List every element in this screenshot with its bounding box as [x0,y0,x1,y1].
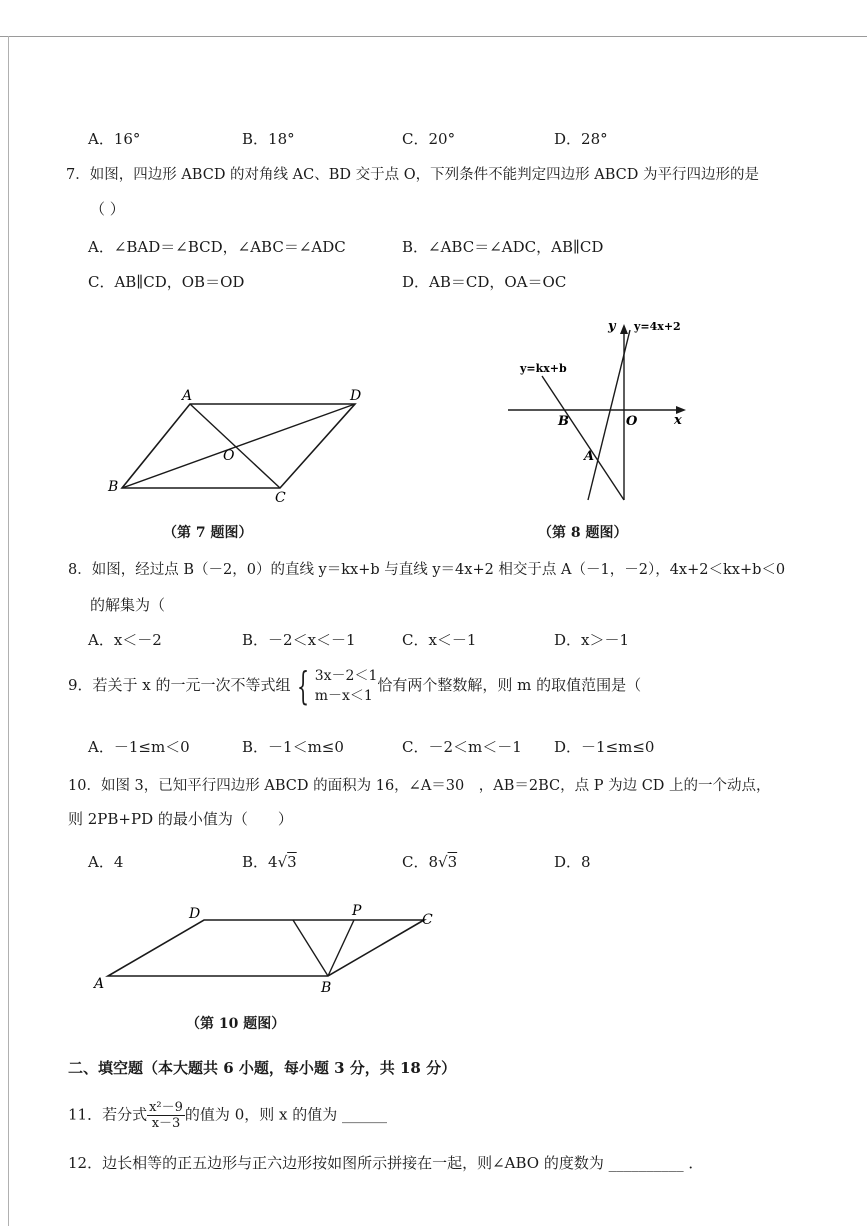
label-o: O [626,414,638,429]
label-a: A [584,449,595,464]
q9-brace: { [296,664,309,708]
q8-stem: 8．如图，经过点 B（－2，0）的直线 y＝kx+b 与直线 y＝4x+2 相交于点 A（－1，－2），4x+2＜kx+b＜0 [68,562,786,578]
y-axis-arrow [620,324,628,334]
q7-option-d: D．AB＝CD，OA＝OC [402,273,567,291]
q9-system [315,666,378,706]
label-b: B [321,980,332,996]
q7-option-a: A．∠BAD＝∠BCD，∠ABC＝∠ADC [88,238,346,256]
q7-paren: （ ） [90,200,125,218]
q9-option-c: C．－2＜m＜－1 [402,738,522,756]
label-c: C [422,912,433,928]
figure-7-parallelogram [100,380,380,510]
q8-option-b: B．－2＜x＜－1 [242,631,356,649]
q10-option-b: B．4√3 [242,853,297,871]
q11-numerator: x²－9 [149,1100,183,1115]
q10-stem: 10．如图 3，已知平行四边形 ABCD 的面积为 16，∠A＝30 ，AB＝2BC，点 P 为边 CD 上的一个动点， [68,778,771,794]
q8-stem-2: 的解集为（ [90,596,166,614]
q11-stem [68,1100,387,1131]
q9-stem [68,666,641,706]
q9-eq2: m－x＜1 [314,688,373,704]
label-o: O [223,448,235,464]
figure-10-parallelogram [88,900,448,1000]
label-line1: y=4x+2 [634,320,681,333]
q12-stem: 12．边长相等的正五边形与正六边形按如图所示拼接在一起，则∠ABO 的度数为 __________ ． [68,1154,704,1172]
label-c: C [275,490,286,506]
q11-post: 的值为 0，则 x 的值为 ______ [184,1105,387,1124]
figure-8-graph [500,310,700,510]
q10-option-c: C．8√3 [402,853,458,871]
q9-post: 恰有两个整数解，则 m 的取值范围是（ [377,676,642,694]
quad-abcd [108,920,424,976]
q9-option-a: A．－1≤m＜0 [88,738,190,756]
label-p: P [352,903,362,919]
q10-c-radicand: 3 [447,853,458,871]
q10-stem-2: 则 2PB+PD 的最小值为（ ） [68,810,293,828]
q10-option-d: D．8 [554,853,591,871]
q10-c-coef: C．8 [402,853,439,871]
figure-8-caption: （第 8 题图） [538,525,628,541]
q10-b-radicand: 3 [287,853,297,871]
figure-10-caption: （第 10 题图） [186,1016,286,1032]
label-line2: y=kx+b [520,362,567,375]
label-d: D [350,388,362,404]
q11-fraction [147,1100,185,1131]
section-2-heading: 二、填空题（本大题共 6 小题，每小题 3 分，共 18 分） [68,1059,457,1077]
q11-denominator: x－3 [151,1116,181,1131]
q8-option-d: D．x＞－1 [554,631,630,649]
q11-pre: 11．若分式 [68,1105,148,1124]
q6-option-a: A．16° [88,130,141,148]
label-d: D [189,906,201,922]
line-kx-plus-b [542,376,624,500]
q7-option-c: C．AB∥CD，OB＝OD [88,273,245,291]
segment-from-b [293,920,328,976]
label-b: B [558,414,569,429]
label-y: y [608,319,616,334]
q6-option-c: C．20° [402,130,456,148]
q9-option-b: B．－1＜m≤0 [242,738,344,756]
q10-b-coef: B．4 [242,853,278,871]
q10-option-a: A．4 [88,853,124,871]
q9-option-d: D．－1≤m≤0 [554,738,655,756]
q7-option-b: B．∠ABC＝∠ADC，AB∥CD [402,238,604,256]
q8-option-a: A．x＜－2 [88,631,162,649]
q7-stem: 7．如图，四边形 ABCD 的对角线 AC、BD 交于点 O，下列条件不能判定四边形 ABCD 为平行四边形的是 [66,167,759,183]
label-a: A [182,388,193,404]
q9-pre: 9．若关于 x 的一元一次不等式组 [68,676,291,694]
page-left-border [8,36,9,1226]
label-a: A [94,976,105,992]
label-b: B [108,479,119,495]
diagonal-ac [190,404,280,488]
page-top-border [0,36,867,37]
q6-option-b: B．18° [242,130,295,148]
q9-eq1: 3x－2＜1 [314,668,378,684]
label-x: x [674,413,682,428]
q6-option-d: D．28° [554,130,608,148]
q8-option-c: C．x＜－1 [402,631,477,649]
figure-7-caption: （第 7 题图） [163,525,253,541]
